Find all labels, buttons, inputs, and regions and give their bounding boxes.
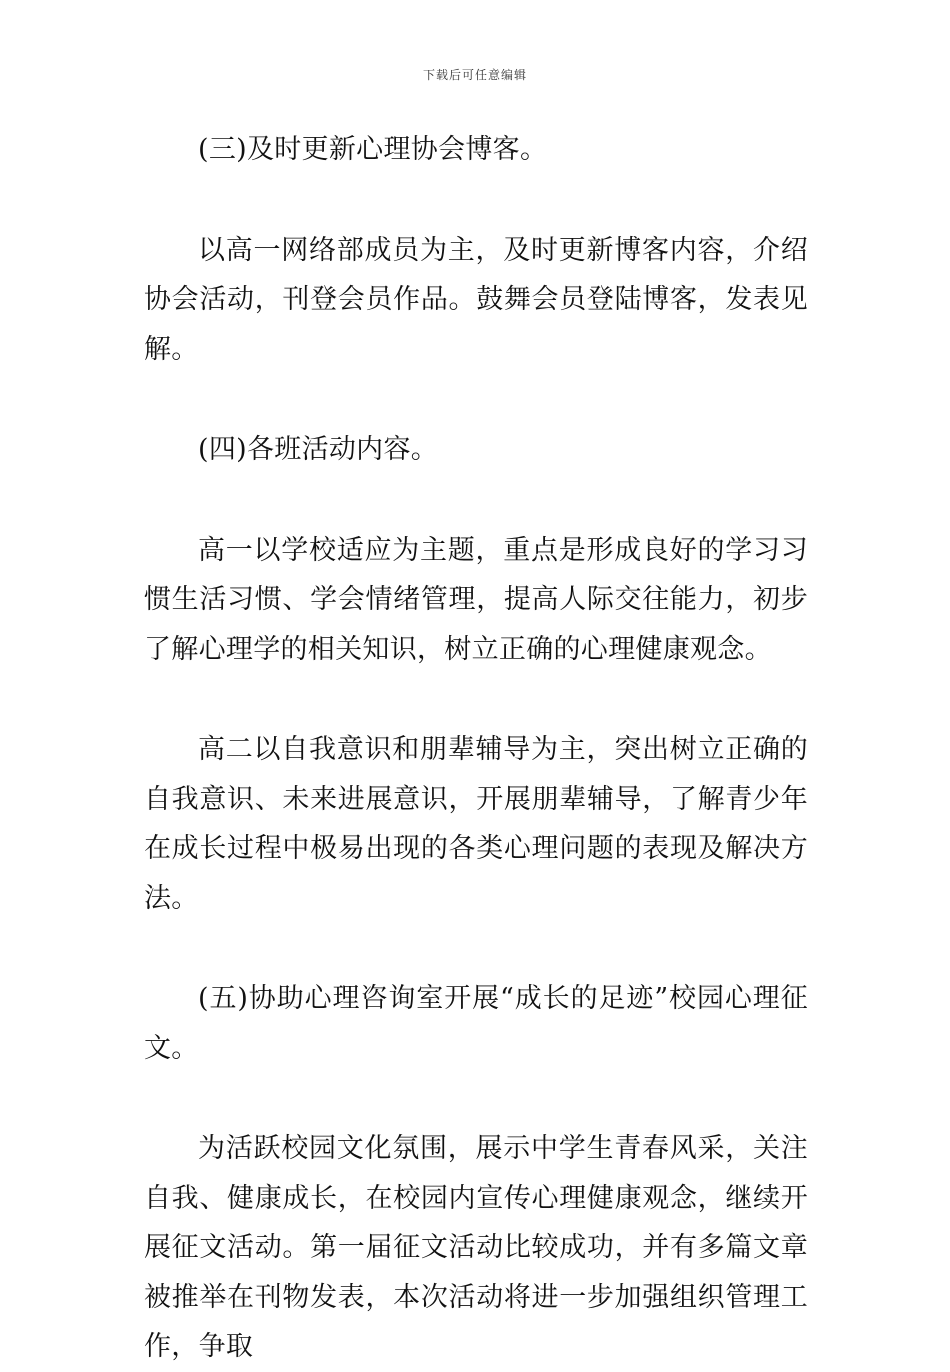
paragraph-blog: 以高一网络部成员为主，及时更新博客内容，介绍协会活动，刊登会员作品。鼓舞会员登陆博客，发表见解。 — [144, 234, 808, 365]
document-body — [144, 125, 808, 1372]
paragraph-gap — [144, 1073, 808, 1124]
section-heading-4: (四)各班活动内容。 — [198, 434, 439, 465]
paragraph-essay-activity: 为活跃校园文化氛围，展示中学生青春风采，关注自我、健康成长，在校园内宣传心理健康观念，继续开展征文活动。第一届征文活动比较成功，并有多篇文章被推举在刊物发表，本次活动将进一步加强组织管理工作，争取 — [144, 1133, 808, 1362]
paragraph-gap — [144, 674, 808, 725]
paragraph-gap — [144, 175, 808, 226]
paragraph-gap — [144, 475, 808, 526]
paragraph-grade-two: 高二以自我意识和朋辈辅导为主，突出树立正确的自我意识、未来进展意识，开展朋辈辅导，了解青少年在成长过程中极易出现的各类心理问题的表现及解决方法。 — [144, 734, 808, 914]
section-heading-5: (五)协助心理咨询室开展“成长的足迹”校园心理征文。 — [144, 983, 808, 1064]
section-heading-3: (三)及时更新心理协会博客。 — [198, 134, 548, 165]
paragraph-gap — [144, 374, 808, 425]
paragraph-grade-one: 高一以学校适应为主题，重点是形成良好的学习习惯生活习惯、学会情绪管理，提高人际交往能力，初步了解心理学的相关知识，树立正确的心理健康观念。 — [144, 534, 808, 665]
header-note: 下载后可任意编辑 — [422, 68, 527, 82]
paragraph-gap — [144, 923, 808, 974]
